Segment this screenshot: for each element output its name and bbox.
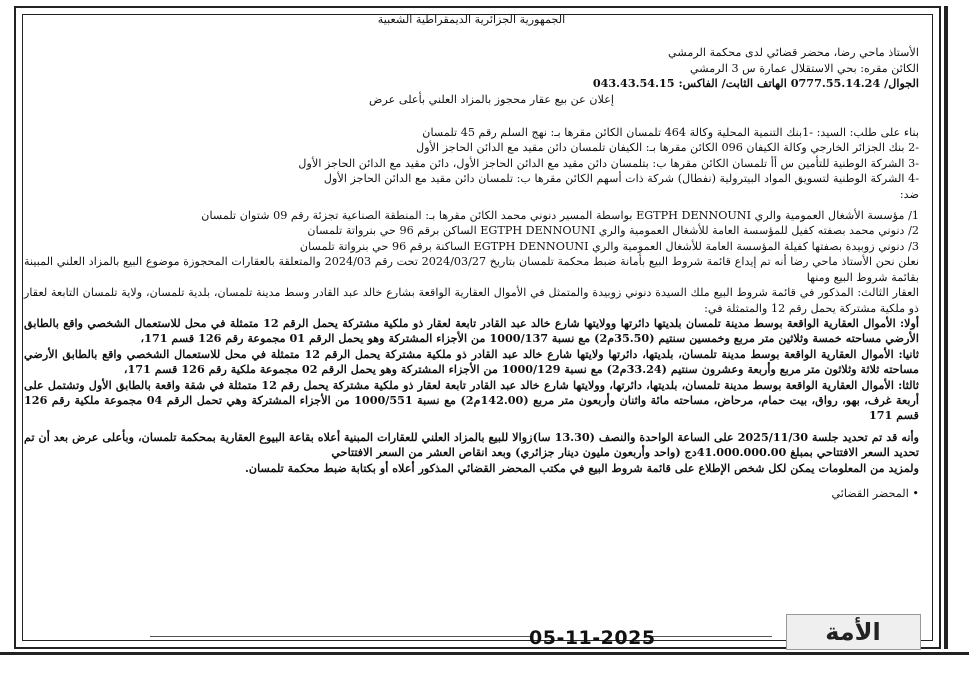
defendant-3: 3/ دنوني زوبيدة بصفتها كفيلة المؤسسة العامة للأشغال العمومية والري EGTPH DENNOUNI الساكنة برقم 96 حي بنرواتة تلمسان <box>299 239 919 253</box>
notice-title: إعلان عن بيع عقار محجوز بالمزاد العلني بأعلى عرض <box>368 92 615 106</box>
bailiff-phones: الجوال/ 0777.55.14.24 الهاتف الثابت/ الفاكس: 043.43.54.15 <box>592 76 919 91</box>
property-second-paragraph: ثانيا: الأموال العقارية الواقعة بوسط مدينة تلمسان، بلديتها، دائرتها ولايتها شارع خالد عبد القادر ذو ملكية مشتركة يحمل الرقم 12 متمثلة في محل للاستعمال الشخصي واقع بالطابق الأرضي مساحته ثلاثة وثلاثون متر مربع وأربعة وعشرون سنتيم (33.24م2) مع نسبة 1000/129 من الأجزاء المشتركة وهو يحمل الرقم 02 مجموعة ملكية رقم 126 قسم 171، <box>24 346 920 377</box>
newspaper-logo <box>786 614 921 650</box>
signature <box>24 486 919 501</box>
property-three-paragraph: العقار الثالث: المذكور في قائمة شروط البيع ملك السيدة دنوني زوبيدة والمتمثل في الأموال العقارية الواقعة بشارع خالد عبد القادر وسط مدينة تلمسان، بلدية تلمسان، ولاية تلمسان التابعة لعقار ذو ملكية مشتركة يحمل رقم 12 والمتمثلة في: <box>24 286 919 315</box>
publication-date: 05-11-2025 <box>529 627 656 649</box>
announcement-paragraph: نعلن نحن الأستاذ ماحي رضا أنه تم إيداع قائمة شروط البيع بأمانة ضبط محكمة تلمسان بتاريخ 2024/03/27 تحت رقم 2024/03 والمتعلقة بالعقارات المحجوزة موضوع البيع بالمزاد العلني المبينة بقائمة شروط البيع ومنها <box>24 255 920 284</box>
defendant-1: 1/ مؤسسة الأشغال العمومية والري EGTPH DENNOUNI بواسطة المسير دنوني محمد الكائن مقرها بـ: المنطقة الصناعية تجزئة رقم 09 شتوان تلمسان <box>201 209 919 223</box>
creditor-3: -3 الشركة الوطنية للتأمين س أأ تلمسان الكائن مقرها ب: بتلمسان دائن مقيد مع الدائن الحاجز الأول، دائن مقيد مع الدائن الحاجز الأول <box>298 156 919 170</box>
republic-heading: الجمهورية الجزائرية الديمقراطية الشعبية <box>377 13 566 26</box>
defendant-2: 2/ دنوني محمد بصفته كفيل للمؤسسة العامة للأشغال العمومية والري EGTPH DENNOUNI الساكن برقم 96 حي بنرواتة تلمسان <box>307 224 919 238</box>
newspaper-logo-text: الأمة <box>825 618 881 646</box>
property-first-paragraph: أولا: الأموال العقارية الواقعة بوسط مدينة تلمسان بلديتها دائرتها وولايتها شارع خالد عبد القادر تابعة لعقار ذو ملكية مشتركة يحمل الرقم 12 متمثلة في محل للاستعمال الشخصي واقع بالطابق الأرضي مساحته خمسة وثلاثين متر مربع وخمسين سنتيم (35.50م2) مع نسبة 1000/137 من الأجزاء المشتركة وهو يحمل الرقم 01 مجموعة رقم 126 قسم 171، <box>24 315 920 346</box>
signature-label: المحضر القضائي <box>831 486 909 500</box>
against-label: ضد: <box>899 187 919 201</box>
footer-rule-right <box>652 636 772 637</box>
creditor-4: -4 الشركة الوطنية لتسويق المواد البيترولية (نفطال) شركة ذات أسهم الكائن مقرها ب: تلمسان دائن مقيد مع الدائن الحاجز الأول <box>323 172 919 186</box>
creditor-2: -2 بنك الجزائر الخارجي وكالة الكيفان 096 الكائن مقرها بـ: الكيفان تلمسان دائن مقيد مع الدائن الحاجز الأول <box>416 141 919 155</box>
more-info-paragraph: ولمزيد من المعلومات يمكن لكل شخص الإطلاع على قائمة شروط البيع في مكتب المحضر القضائي المذكور أعلاه أو بكتابة ضبط محكمة تلمسان. <box>244 460 919 475</box>
legal-notice <box>24 12 919 501</box>
newspaper-logo-icon <box>787 615 920 649</box>
bailiff-name: الأستاذ ماحي رضا، محضر قضائي لدى محكمة الرمشي <box>668 46 919 60</box>
bullet-icon: • <box>912 486 919 500</box>
creditor-1: بناء على طلب: السيد: -1بنك التنمية المحلية وكالة 464 تلمسان الكائن مقرها بـ: نهج السلم رقم 45 تلمسان <box>422 126 919 140</box>
footer-rule-left <box>150 636 530 637</box>
bailiff-address: الكائن مقره: بحي الاستقلال عمارة س 3 الرمشي <box>689 61 919 75</box>
session-paragraph: وأنه قد تم تحديد جلسة 2025/11/30 على الساعة الواحدة والنصف (13.30 سا)زوالا للبيع بالمزاد العلني للعقارات المبنية أعلاه بقاعة البيوع العقارية بمحكمة تلمسان، وبأعلى عرض بعد أن تم تحديد السعر الافتتاحي بمبلغ 41.000.000.00دج (واحد وأربعون مليون دينار جزائري) وبعد انقاص العشر من السعر الافتتاحي <box>24 429 919 460</box>
property-third-paragraph: ثالثا: الأموال العقارية الواقعة بوسط مدينة تلمسان، بلديتها، دائرتها، وولايتها شارع خالد عبد القادر تابعة لعقار ذو ملكية مشتركة يحمل رقم 12 متمثلة في شقة واقعة بالطابق الأول وتشتمل على أربعة غرف، بهو، رواق، بيت حمام، مرحاض، مساحته مائة واثنان وأربعون متر مربع (142.00م2) مع نسبة 1000/551 من الأجزاء المشتركة وهي تحمل الرقم 04 مجموعة ملكية رقم 126 قسم 171 <box>24 377 919 423</box>
